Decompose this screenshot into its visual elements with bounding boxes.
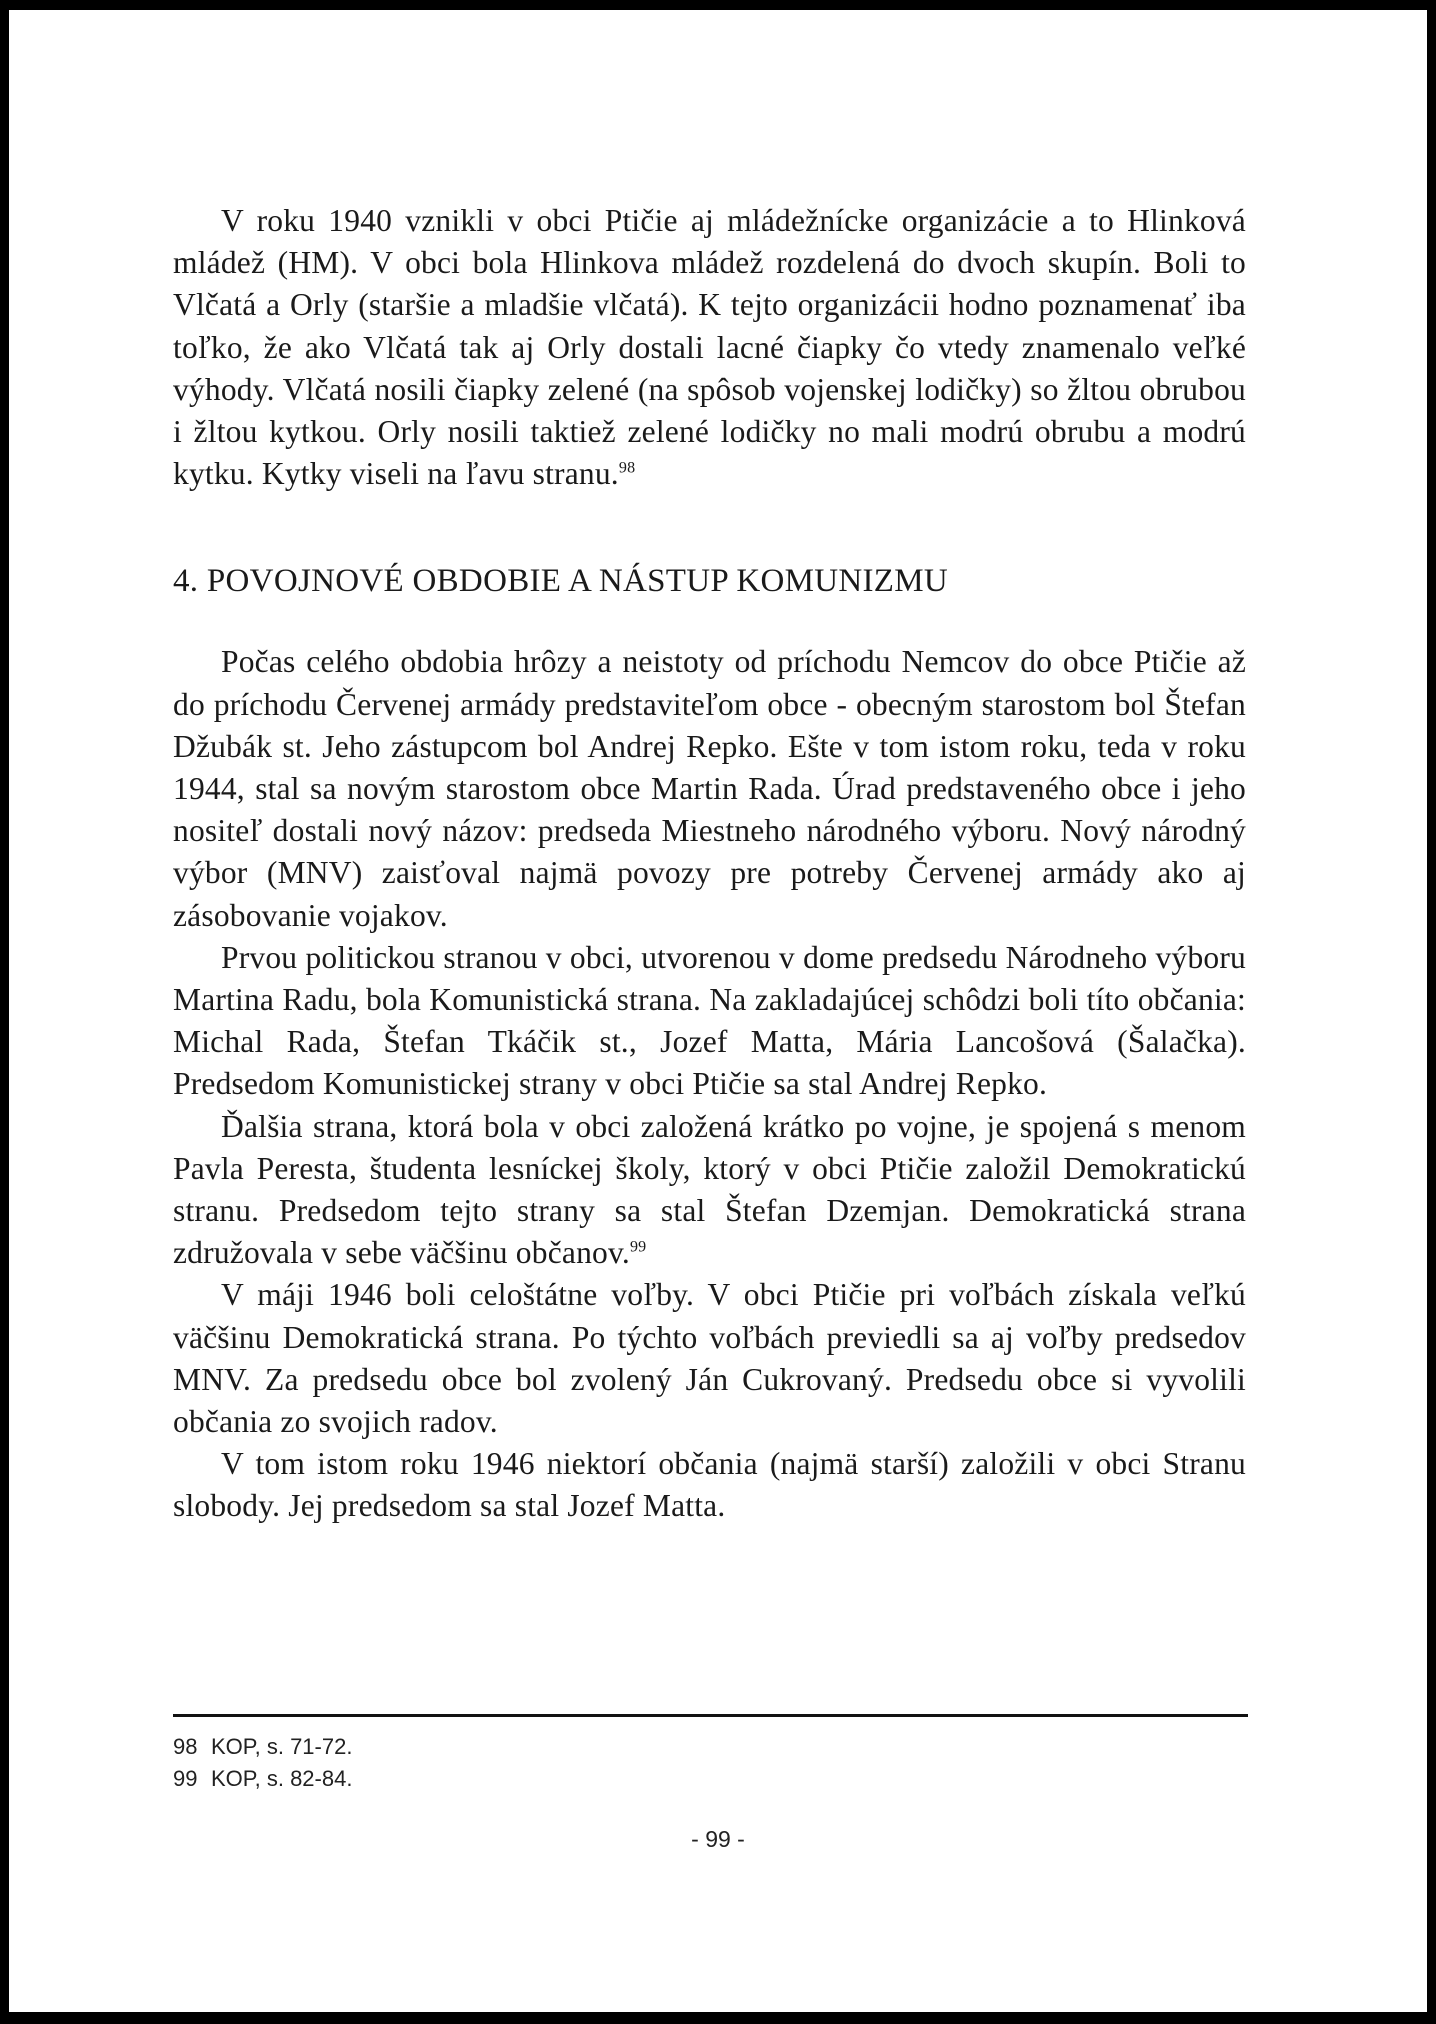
paragraph-text: V máji 1946 boli celoštátne voľby. V obci Ptičie pri voľbách získala veľkú väčšinu Demokratická strana. Po týchto voľbách previedli sa aj voľby predsedov MNV. Za predsedu obce bol zvolený Ján Cukrovaný. Predsedu obce si vyvolili občania zo svojich radov. xyxy=(173,1277,1246,1440)
intro-paragraph-text: V roku 1940 vznikli v obci Ptičie aj mládežnícke organizácie a to Hlinková mládež (HM). V obci bola Hlinkova mládež rozdelená do dvoch skupín. Boli to Vlčatá a Orly (staršie a mladšie vlčatá). K tejto organizácii hodno poznamenať iba toľko, že ako Vlčatá tak aj Orly dostali lacné čiapky čo vtedy znamenalo veľké výhody. Vlčatá nosili čiapky zelené (na spôsob vojenskej lodičky) so žltou obrubou i žltou kytkou. Orly nosili taktiež zelené lodičky no mali modrú obrubu a modrú kytku. Kytky viseli na ľavu stranu. xyxy=(173,203,1246,492)
page-body xyxy=(173,200,1246,1528)
section-paragraph-5 xyxy=(173,1443,1246,1527)
section-paragraph-3 xyxy=(173,1106,1246,1275)
page-number: - 99 - xyxy=(691,1826,745,1852)
section-paragraph-2 xyxy=(173,937,1246,1106)
section-heading: 4. POVOJNOVÉ OBDOBIE A NÁSTUP KOMUNIZMU xyxy=(173,563,949,600)
footnote-divider xyxy=(173,1714,1248,1717)
footnote-text: KOP, s. 82-84. xyxy=(211,1766,353,1791)
footnotes xyxy=(173,1731,352,1795)
footnote-ref-99: 99 xyxy=(629,1238,647,1256)
paragraph-text: Počas celého obdobia hrôzy a neistoty od príchodu Nemcov do obce Ptičie až do príchodu Červenej armády predstaviteľom obce - obecným starostom bol Štefan Džubák st. Jeho zástupcom bol Andrej Repko. Ešte v tom istom roku, teda v roku 1944, stal sa novým starostom obce Martin Rada. Úrad predstaveného obce i jeho nositeľ dostali nový názov: predseda Miestneho národného výboru. Nový národný výbor (MNV) zaisťoval najmä povozy pre potreby Červenej armády ako aj zásobovanie vojakov. xyxy=(173,644,1246,933)
intro-paragraph xyxy=(173,200,1246,495)
footnote-number: 98 xyxy=(173,1734,198,1759)
paragraph-text: Prvou politickou stranou v obci, utvorenou v dome predsedu Národneho výboru Martina Radu, bola Komunistická strana. Na zakladajúcej schôdzi boli títo občania: Michal Rada, Štefan Tkáčik st., Jozef Matta, Mária Lancošová (Šalačka). Predsedom Komunistickej strany v obci Ptičie sa stal Andrej Repko. xyxy=(173,939,1246,1102)
section-paragraph-4 xyxy=(173,1274,1246,1443)
footnote-ref-98: 98 xyxy=(618,459,636,477)
footnote-99 xyxy=(173,1763,352,1795)
footnote-number: 99 xyxy=(173,1766,198,1791)
footnote-98 xyxy=(173,1731,352,1763)
section-paragraph-1 xyxy=(173,641,1246,936)
paragraph-text: Ďalšia strana, ktorá bola v obci založená krátko po vojne, je spojená s menom Pavla Peresta, študenta lesníckej školy, ktorý v obci Ptičie založil Demokratickú stranu. Predsedom tejto strany sa stal Štefan Dzemjan. Demokratická strana združovala v sebe väčšinu občanov. xyxy=(173,1108,1246,1271)
section-body xyxy=(173,641,1246,1527)
paragraph-text: V tom istom roku 1946 niektorí občania (najmä starší) založili v obci Stranu slobody. Jej predsedom sa stal Jozef Matta. xyxy=(173,1446,1246,1524)
footnote-text: KOP, s. 71-72. xyxy=(211,1734,353,1759)
